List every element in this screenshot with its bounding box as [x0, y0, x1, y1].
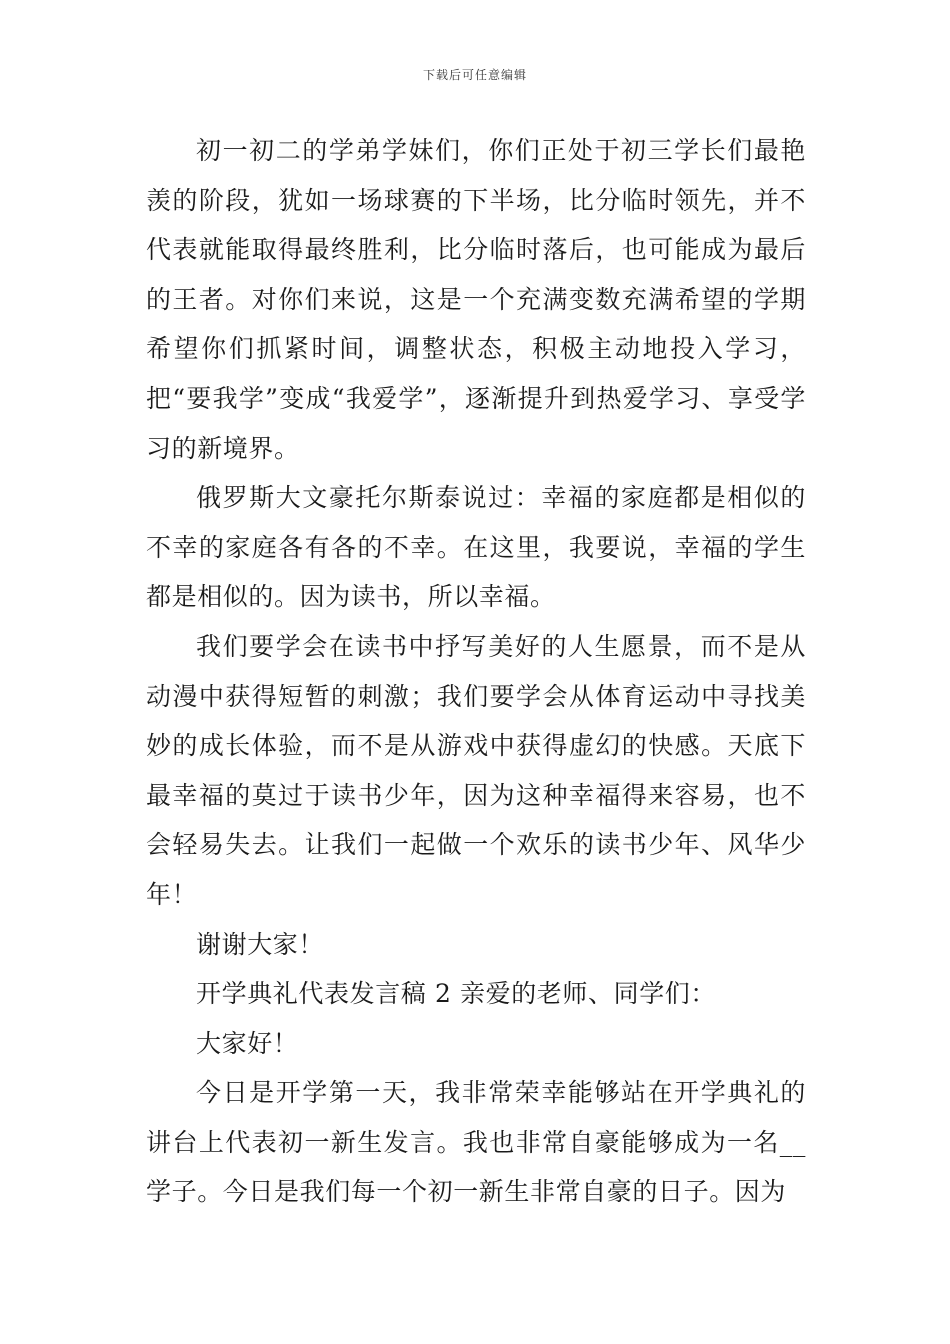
paragraph-greeting: 大家好！: [196, 1028, 299, 1058]
paragraph-reading: 我们要学会在读书中抒写美好的人生愿景，而不是从动漫中获得短暂的刺激；我们要学会从体育运动中寻找美妙的成长体验，而不是从游戏中获得虚幻的快感。天底下最幸福的莫过于读书少年，因为这种幸福得来容易，也不会轻易失去。让我们一起做一个欢乐的读书少年、风华少年！: [146, 631, 806, 909]
header-note: 下载后可任意编辑: [422, 68, 527, 82]
paragraph-juniors: 初一初二的学弟学妹们，你们正处于初三学长们最艳羡的阶段，犹如一场球赛的下半场，比分临时领先，并不代表就能取得最终胜利，比分临时落后，也可能成为最后的王者。对你们来说，这是一个充满变数充满希望的学期希望你们抓紧时间，调整状态，积极主动地投入学习，把“要我学”变成“我爱学”，逐渐提升到热爱学习、享受学习的新境界。: [146, 136, 806, 463]
document-body: [146, 126, 806, 1217]
paragraph-tolstoy: 俄罗斯大文豪托尔斯泰说过：幸福的家庭都是相似的不幸的家庭各有各的不幸。在这里，我要说，幸福的学生都是相似的。因为读书，所以幸福。: [146, 483, 806, 612]
paragraph-first-day: 今日是开学第一天，我非常荣幸能够站在开学典礼的讲台上代表初一新生发言。我也非常自豪能够成为一名__学子。今日是我们每一个初一新生非常自豪的日子。因为: [146, 1078, 806, 1207]
paragraph-thanks: 谢谢大家！: [196, 929, 325, 959]
paragraph-speech-title: 开学典礼代表发言稿 2 亲爱的老师、同学们：: [196, 979, 717, 1009]
